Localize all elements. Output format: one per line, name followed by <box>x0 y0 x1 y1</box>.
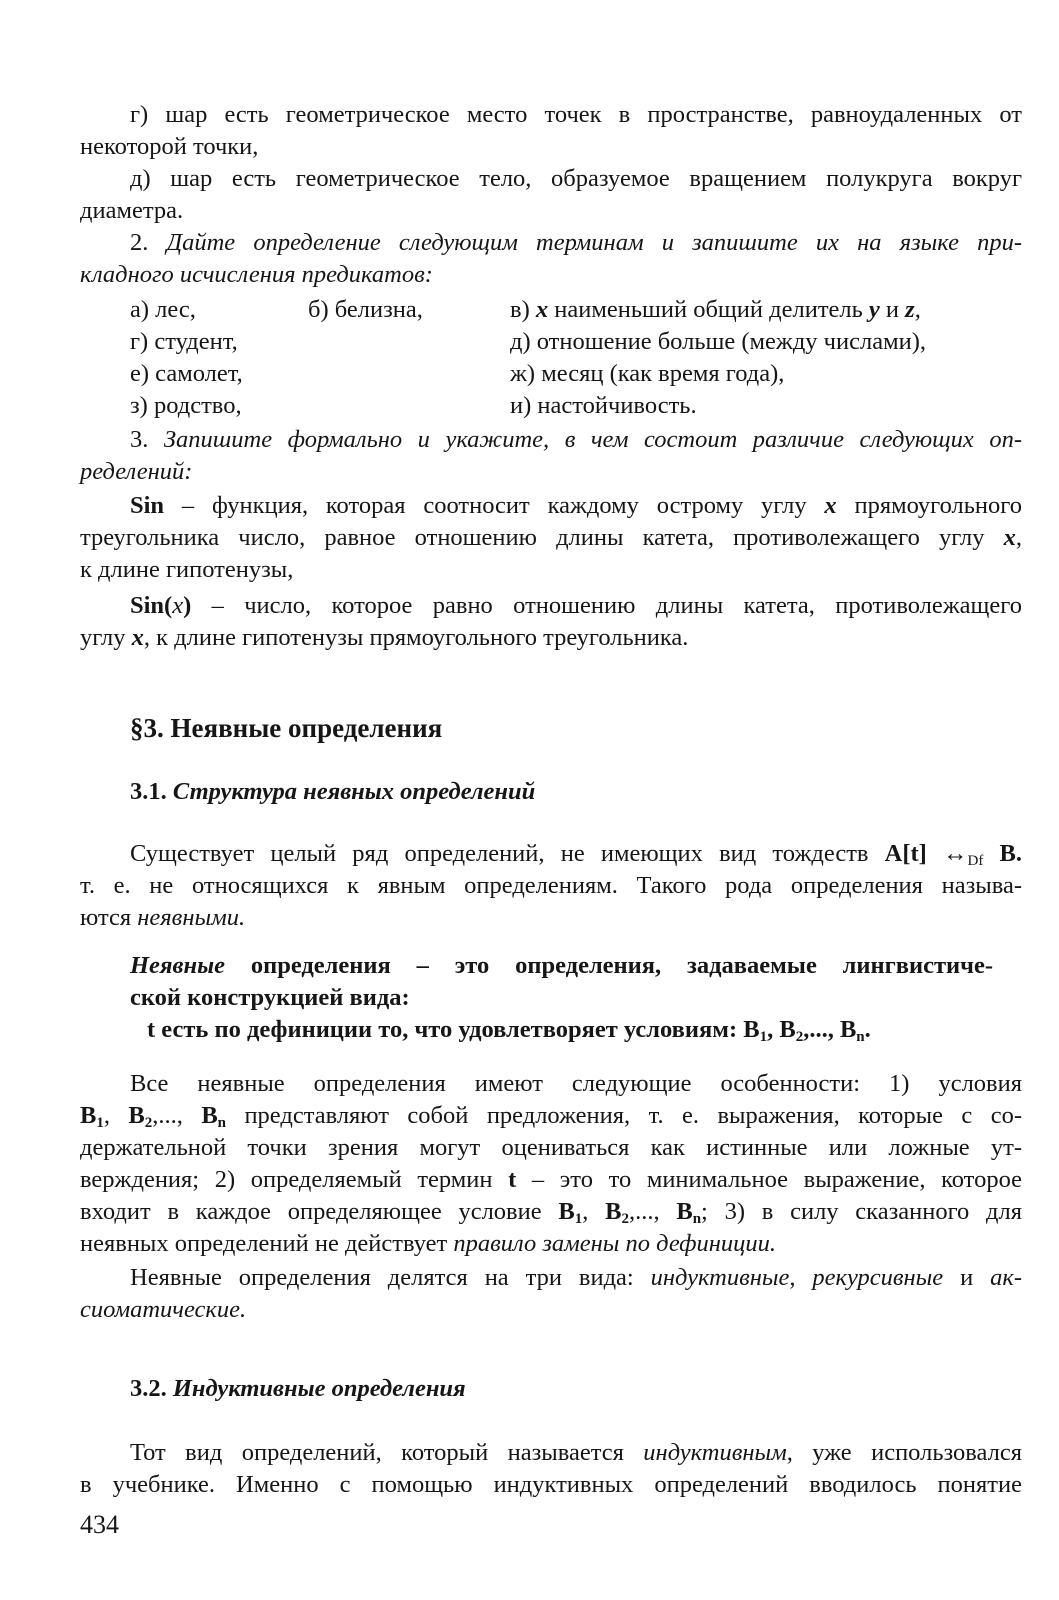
subsection-title <box>130 776 535 808</box>
definition-line <box>147 1014 947 1053</box>
definition-line <box>130 950 993 982</box>
subscript: 2 <box>144 1115 153 1131</box>
subscript: 1 <box>574 1211 583 1227</box>
text-span: – это то минимальное выражение, которое <box>516 1166 1022 1193</box>
text-span: верждения; 2) определяемый термин <box>80 1166 509 1193</box>
text-span: ,..., B <box>803 1016 857 1043</box>
text-line: в учебнике. Именно с помощью индуктивных определений вводилось понятие <box>80 1471 1022 1498</box>
text-span: , <box>789 1264 813 1291</box>
subscript: Df <box>967 853 984 869</box>
variable: y <box>868 296 880 323</box>
subscript: 2 <box>621 1211 629 1227</box>
subscript: n <box>856 1029 865 1045</box>
variable: x <box>131 624 144 651</box>
formula: B <box>605 1198 622 1225</box>
text-span: ются <box>80 904 138 931</box>
text-span: входит в каждое определяющее условие <box>80 1198 559 1225</box>
text-span: индуктивные <box>650 1264 790 1291</box>
list-item: б) белизна, <box>308 296 423 323</box>
page-number: 434 <box>80 1510 119 1539</box>
subscript: 1 <box>96 1115 104 1131</box>
variable: z <box>905 296 915 323</box>
formula: B <box>676 1198 693 1225</box>
text-span: индуктивным <box>643 1439 787 1466</box>
text-line <box>80 622 1022 654</box>
subsection-title <box>130 1373 466 1405</box>
item-text: , <box>914 296 921 323</box>
text-line: т. е. не относящихся к явным определениям. Такого рода определения называ- <box>80 872 1022 899</box>
item-text: в) <box>510 296 536 323</box>
text-line <box>130 1437 1022 1469</box>
text-span: , B <box>767 1016 796 1043</box>
text-span: ,..., <box>628 1198 677 1225</box>
text-span: Тот вид определений, который называется <box>130 1439 644 1466</box>
text-line <box>80 522 1022 554</box>
subsection-name: Индуктивные определения <box>172 1375 466 1402</box>
text-line: д) шар есть геометрическое тело, образуемое вращением полукруга вокруг <box>130 165 1022 192</box>
task-heading <box>130 227 1022 259</box>
text-span: , уже использовался <box>786 1439 1022 1466</box>
variable: x <box>535 296 549 323</box>
task-text: Дайте определение следующим терминам и запишите их на языке при- <box>166 229 1023 256</box>
text-line <box>130 490 1022 522</box>
text-span: треугольника число, равное отношению длины катета, противолежащего углу <box>80 524 1004 551</box>
list-item <box>510 294 921 326</box>
list-item: д) отношение больше (между числами), <box>510 328 926 355</box>
list-item: ж) месяц (как время года), <box>510 360 785 387</box>
variable: x <box>1003 524 1016 551</box>
section-title: §3. Неявные определения <box>130 713 443 743</box>
formula: B <box>80 1102 97 1129</box>
item-text: и <box>879 296 906 323</box>
text-span: , <box>103 1102 129 1129</box>
subscript: n <box>217 1115 226 1131</box>
text-span: прямоугольного <box>836 492 1022 519</box>
subscript: 1 <box>759 1029 768 1045</box>
arrow-symbol: ↔ <box>926 840 968 867</box>
subscript: 2 <box>795 1029 804 1045</box>
text-span: ак- <box>990 1264 1022 1291</box>
text-span: рекурсивные <box>812 1264 944 1291</box>
variable: x <box>172 592 184 619</box>
formula: B <box>558 1198 575 1225</box>
task-number: 2. <box>130 229 167 256</box>
subsection-number: 3.2. <box>130 1375 173 1402</box>
text-span: неявных определений не действует <box>80 1230 454 1257</box>
text-span: . <box>864 1016 871 1043</box>
formula: t <box>508 1166 517 1193</box>
text-span: и <box>943 1264 991 1291</box>
text-line <box>80 1164 1022 1196</box>
list-item: з) родство, <box>130 392 242 419</box>
list-item: а) лес, <box>130 296 196 323</box>
list-item: е) самолет, <box>130 360 243 387</box>
text-span: Существует целый ряд определений, не имеющих вид тождеств <box>130 840 885 867</box>
text-span: ,..., <box>152 1102 202 1129</box>
text-span: , <box>1015 524 1022 551</box>
text-line: к длине гипотенузы, <box>80 556 294 583</box>
task-text: ределений: <box>80 458 193 485</box>
text-line: сиоматические. <box>80 1296 247 1323</box>
text-line: г) шар есть геометрическое место точек в пространстве, равноудаленных от <box>130 101 1022 128</box>
text-span: правило замены по дефиниции. <box>453 1230 777 1257</box>
text-span: , к длине гипотенузы прямоугольного треугольника. <box>143 624 689 651</box>
text-span: Неявные определения делятся на три вида: <box>130 1264 651 1291</box>
task-number: 3. <box>130 426 164 453</box>
text-span: – число, которое равно отношению длины катета, противолежащего <box>191 592 1022 619</box>
text-span: t есть по дефиниции то, что удовлетворяет условиям: B <box>147 1016 760 1043</box>
task-text: кладного исчисления предикатов: <box>80 261 433 288</box>
formula: B. <box>983 840 1022 867</box>
text-span: представляют собой предложения, т. е. выражения, которые с со- <box>226 1102 1022 1129</box>
subsection-number: 3.1. <box>130 778 173 805</box>
formula: B <box>201 1102 218 1129</box>
defined-word: Неявные <box>130 952 225 979</box>
formula: A[t] <box>884 840 927 867</box>
text-line: Все неявные определения имеют следующие особенности: 1) условия <box>130 1070 1022 1097</box>
term: ) <box>183 592 192 619</box>
text-span: , <box>582 1198 606 1225</box>
task-text: Запишите формально и укажите, в чем состоит различие следующих оп- <box>163 426 1022 453</box>
list-item: г) студент, <box>130 328 238 355</box>
text-span: неявными. <box>137 904 246 931</box>
variable: x <box>824 492 837 519</box>
text-line: диаметра. <box>80 197 184 224</box>
text-span: ; 3) в силу сказанного для <box>701 1198 1023 1225</box>
text-line <box>80 902 1022 934</box>
subsection-name: Структура неявных определений <box>172 778 536 805</box>
text-line <box>130 1262 1022 1294</box>
subscript: n <box>692 1211 702 1227</box>
text-line <box>130 590 1022 622</box>
text-line <box>80 1228 1022 1260</box>
term: Sin <box>130 492 165 519</box>
list-item: и) настойчивость. <box>510 392 697 419</box>
text-span: определения – это определения, задаваемые лингвистиче- <box>224 952 993 979</box>
formula: B <box>128 1102 145 1129</box>
task-heading <box>130 424 1022 456</box>
term: Sin( <box>130 592 173 619</box>
definition-line: ской конструкцией вида: <box>130 984 410 1011</box>
text-line: некоторой точки, <box>80 133 259 160</box>
item-text: наименьший общий делитель <box>548 296 869 323</box>
text-line: держательной точки зрения могут оцениваться как истинные или ложные ут- <box>80 1134 1022 1161</box>
text-span: – функция, которая соотносит каждому острому углу <box>164 492 825 519</box>
text-span: углу <box>80 624 132 651</box>
